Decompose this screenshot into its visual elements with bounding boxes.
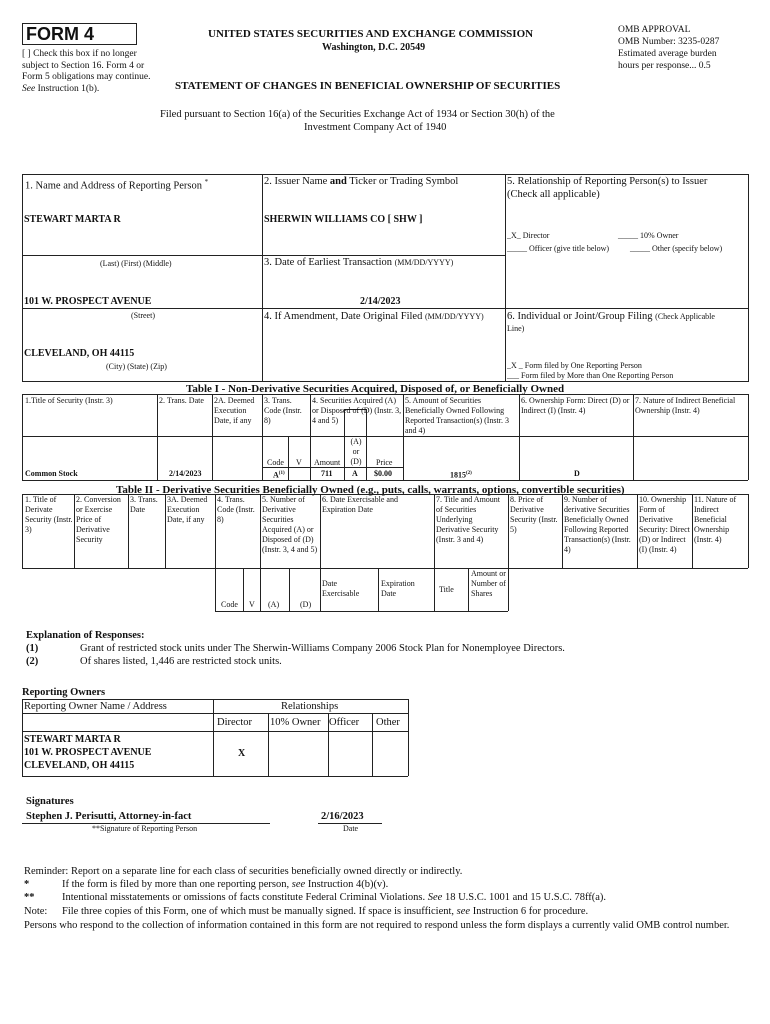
filed-line1: Filed pursuant to Section 16(a) of the Securities Exchange Act of 1934 or Section 30(h) of the bbox=[160, 109, 555, 120]
t1-row-form: D bbox=[574, 469, 580, 478]
box3-label: 3. Date of Earliest Transaction (MM/DD/YYYY) bbox=[264, 257, 454, 268]
t2-sub-exercisable: Date Exercisable bbox=[322, 579, 360, 598]
explanation-num-1: (1) bbox=[26, 643, 39, 654]
t2-col10: 10. Ownership Form of Derivative Security: Direct (D) or Indirect (I) (Instr. 4) bbox=[639, 495, 690, 554]
t1-row-aod: A bbox=[352, 469, 358, 478]
reporting-person-city: CLEVELAND, OH 44115 bbox=[24, 348, 135, 359]
t1-sub-code: Code bbox=[267, 458, 284, 467]
owners-col-director: Director bbox=[217, 717, 252, 728]
t1-row-owned: 1815$^{(2)}$ bbox=[450, 470, 472, 480]
table1-title: Table I - Non-Derivative Securities Acquired, Disposed of, or Beneficially Owned bbox=[186, 383, 565, 395]
t2-col2: 2. Conversion or Exercise Price of Derivative Security bbox=[76, 495, 121, 544]
footnote-note-text: File three copies of this Form, one of which must be manually signed. If space is insufficient, see Instruction 6 for procedure. bbox=[62, 906, 589, 917]
t1-col2a: 2A. Deemed Execution Date, if any bbox=[214, 396, 255, 425]
officer-check: _____ Officer (give title below) bbox=[507, 244, 610, 253]
omb-persons-note: Persons who respond to the collection of information contained in this form are not required to respond unless the form displays a currently valid OMB control number. bbox=[24, 920, 730, 931]
box1-label: 1. Name and Address of Reporting Person * bbox=[25, 178, 209, 192]
t1-col3: 3. Trans. Code (Instr. 8) bbox=[264, 396, 302, 425]
date-caption: Date bbox=[343, 824, 359, 833]
owners-col-officer: Officer bbox=[329, 717, 360, 728]
owners-col-ten: 10% Owner bbox=[270, 717, 321, 728]
reminder: Reminder: Report on a separate line for each class of securities beneficially owned directly or indirectly. bbox=[24, 866, 463, 877]
owner-name-line3: CLEVELAND, OH 44115 bbox=[24, 760, 135, 771]
t2-sub-code: Code bbox=[221, 600, 238, 609]
name-caption: (Last) (First) (Middle) bbox=[100, 259, 172, 268]
omb-number: OMB Number: 3235-0287 bbox=[618, 37, 720, 47]
t1-row-amount: 711 bbox=[321, 469, 333, 478]
other-check: _____ Other (specify below) bbox=[630, 244, 723, 253]
owner-name-line1: STEWART MARTA R bbox=[24, 734, 121, 745]
ten-pct-check: _____ 10% Owner bbox=[618, 231, 679, 240]
t2-col7: 7. Title and Amount of Securities Underlying Derivative Security (Instr. 3 and 4) bbox=[436, 495, 501, 544]
signatures-heading: Signatures bbox=[26, 796, 74, 807]
signature-date: 2/16/2023 bbox=[321, 811, 364, 822]
owners-col-relationships: Relationships bbox=[281, 701, 339, 712]
footnote-star2: ** bbox=[24, 892, 35, 903]
t2-sub-v: V bbox=[249, 600, 255, 609]
t1-col7: 7. Nature of Indirect Beneficial Ownership (Instr. 4) bbox=[635, 396, 736, 415]
t1-row-date: 2/14/2023 bbox=[169, 469, 202, 478]
footnote-star1: * bbox=[24, 879, 30, 890]
t2-col3a: 3A. Deemed Execution Date, if any bbox=[167, 495, 208, 524]
box5-label-1: 5. Relationship of Reporting Person(s) to Issuer bbox=[507, 176, 708, 187]
t2-col5: 5. Number of Derivative Securities Acquired (A) or Disposed of (D) (Instr. 3, 4 and 5) bbox=[262, 495, 318, 554]
more-persons-check: ___ Form filed by More than One Reporting Person bbox=[507, 371, 674, 380]
t2-col8: 8. Price of Derivative Security (Instr. 5) bbox=[510, 495, 558, 534]
t2-col1: 1. Title of Derivate Security (Instr. 3) bbox=[25, 495, 73, 534]
footnote-star1-text: If the form is filed by more than one reporting person, see Instruction 4(b)(v). bbox=[62, 879, 389, 890]
box6-label: 6. Individual or Joint/Group Filing (Check Applicable Line) bbox=[507, 311, 715, 333]
instruction-ref: Instruction 1(b). bbox=[37, 83, 100, 94]
signer-caption: **Signature of Reporting Person bbox=[92, 824, 198, 833]
director-check: _X_ Director bbox=[507, 231, 550, 240]
t1-row-title: Common Stock bbox=[25, 469, 78, 478]
t2-col3: 3. Trans. Date bbox=[130, 495, 158, 514]
box2-label: 2. Issuer Name and Ticker or Trading Symbol bbox=[264, 176, 459, 187]
footnote-star2-text: Intentional misstatements or omissions of facts constitute Federal Criminal Violations. See 18 U.S.C. 1001 and 15 U.S.C. 78ff(a). bbox=[62, 892, 607, 903]
omb-hours: hours per response... 0.5 bbox=[618, 61, 711, 71]
street-caption: (Street) bbox=[131, 311, 155, 320]
check-box-note bbox=[22, 49, 157, 95]
signer-name: Stephen J. Perisutti, Attorney-in-fact bbox=[26, 811, 192, 822]
t1-row-code: $A^{(1)}$ bbox=[273, 470, 285, 480]
t2-sub-d: (D) bbox=[300, 600, 312, 609]
table2-title: Table II - Derivative Securities Beneficially Owned (e.g., puts, calls, warrants, options, convertible securities) bbox=[116, 484, 625, 496]
t2-col6: 6. Date Exercisable and Expiration Date bbox=[322, 495, 398, 514]
explanation-text-2: Of shares listed, 1,446 are restricted stock units. bbox=[80, 656, 282, 667]
statement-title: STATEMENT OF CHANGES IN BENEFICIAL OWNERSHIP OF SECURITIES bbox=[175, 80, 561, 92]
see-italic: See bbox=[22, 83, 36, 94]
t1-col5: 5. Amount of Securities Beneficially Owned Following Reported Transaction(s) (Instr. 3 and 4) bbox=[405, 396, 509, 435]
check-box-text: [ ] Check this box if no longer subject to Section 16. Form 4 or Form 5 obligations may continue. bbox=[22, 49, 151, 82]
t1-row-price: $0.00 bbox=[374, 469, 392, 478]
t1-col6: 6. Ownership Form: Direct (D) or Indirect (I) (Instr. 4) bbox=[521, 396, 630, 415]
owners-heading: Reporting Owners bbox=[22, 687, 106, 698]
t2-col9: 9. Number of derivative Securities Beneficially Owned Following Reported Transaction(s) (Instr. 4) bbox=[564, 495, 631, 554]
t1-sub-price: Price bbox=[376, 458, 393, 467]
owners-col-other: Other bbox=[376, 717, 400, 728]
omb-burden: Estimated average burden bbox=[618, 49, 717, 59]
t1-col4: 4. Securities Acquired (A) or Disposed of (D) (Instr. 3, 4 and 5) bbox=[312, 396, 402, 425]
t2-col11: 11. Nature of Indirect Beneficial Ownership (Instr. 4) bbox=[694, 495, 737, 544]
box4-label: 4. If Amendment, Date Original Filed (MM/DD/YYYY) bbox=[264, 311, 484, 322]
t2-sub-amount: Amount or Number of Shares bbox=[471, 569, 506, 598]
omb-approval: OMB APPROVAL bbox=[618, 25, 691, 35]
explanation-heading: Explanation of Responses: bbox=[26, 630, 145, 641]
filed-line2: Investment Company Act of 1940 bbox=[304, 122, 447, 133]
issuer-name: SHERWIN WILLIAMS CO [ SHW ] bbox=[264, 214, 423, 225]
t2-sub-expiration: Expiration Date bbox=[381, 579, 415, 598]
earliest-transaction-date: 2/14/2023 bbox=[360, 296, 401, 307]
owner-name-line2: 101 W. PROSPECT AVENUE bbox=[24, 747, 152, 758]
city-caption: (City) (State) (Zip) bbox=[106, 362, 167, 371]
reporting-person-name: STEWART MARTA R bbox=[24, 214, 121, 225]
t1-sub-v: V bbox=[296, 458, 302, 467]
owners-col-name: Reporting Owner Name / Address bbox=[24, 701, 167, 712]
t1-col2: 2. Trans. Date bbox=[159, 396, 204, 405]
footnote-note: Note: bbox=[24, 906, 48, 917]
t1-col1: 1.Title of Security (Instr. 3) bbox=[25, 396, 113, 405]
form-title: FORM 4 bbox=[26, 24, 95, 44]
reporting-person-street: 101 W. PROSPECT AVENUE bbox=[24, 296, 152, 307]
one-person-check: _X _ Form filed by One Reporting Person bbox=[507, 361, 642, 370]
box5-label-2: (Check all applicable) bbox=[507, 189, 600, 200]
explanation-num-2: (2) bbox=[26, 656, 39, 667]
explanation-text-1: Grant of restricted stock units under The Sherwin-Williams Company 2006 Stock Plan for Nonemployee Directors. bbox=[80, 643, 565, 654]
owner-director-mark: X bbox=[238, 748, 246, 759]
t1-sub-aod: (A) or (D) bbox=[350, 437, 362, 466]
t1-sub-amount: Amount bbox=[314, 458, 341, 467]
t2-sub-title: Title bbox=[439, 585, 454, 594]
t2-sub-a: (A) bbox=[268, 600, 280, 609]
agency-line2: Washington, D.C. 20549 bbox=[322, 42, 426, 53]
agency-line1: UNITED STATES SECURITIES AND EXCHANGE COMMISSION bbox=[208, 28, 534, 40]
t2-col4: 4. Trans. Code (Instr. 8) bbox=[217, 495, 255, 524]
